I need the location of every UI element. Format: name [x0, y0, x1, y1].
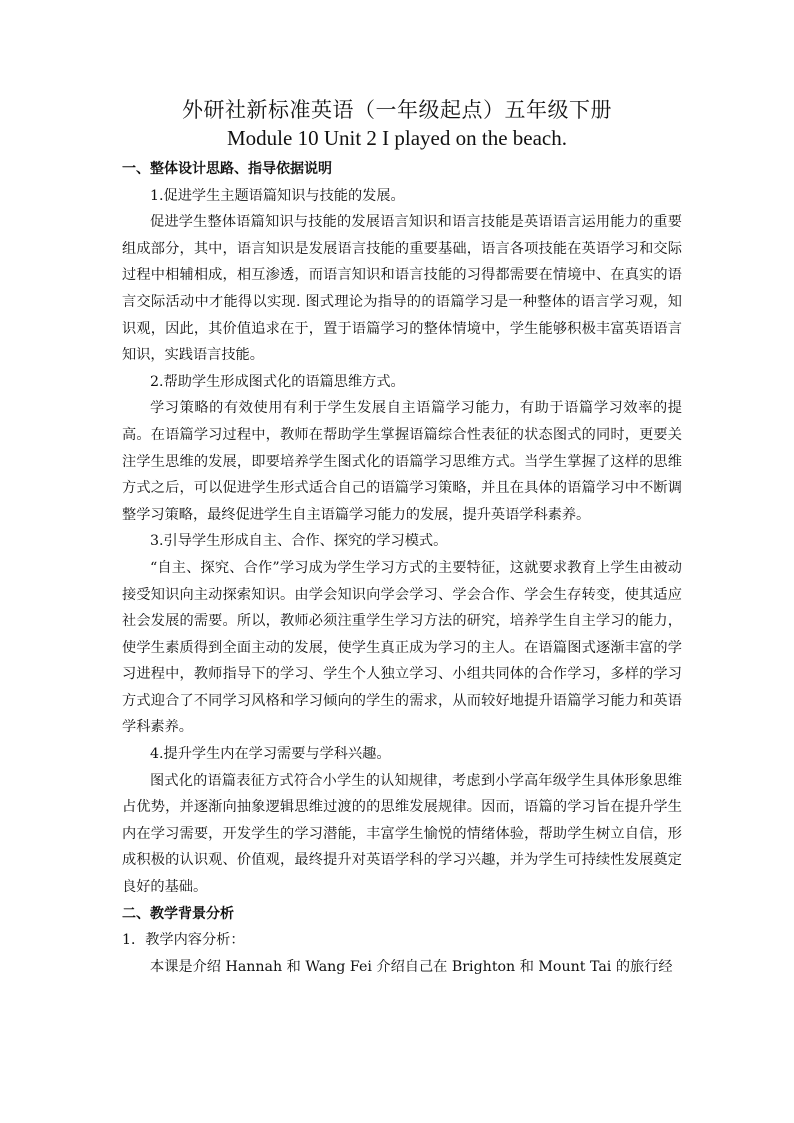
- point-title-4: 4.提升学生内在学习需要与学科兴趣。: [150, 746, 391, 763]
- document-title-english: Module 10 Unit 2 I played on the beach.: [227, 126, 567, 150]
- section-heading-design: 一、整体设计思路、指导依据说明: [122, 161, 332, 177]
- point-paragraph-1: 促进学生整体语篇知识与技能的发展语言知识和语言技能是英语语言运用能力的重要组成部分，其中，语言知识是发展语言技能的重要基础，语言各项技能在英语学习和交际过程中相辅相成，相互渗透，而语言知识和语言技能的习得都需要在情境中、在真实的语言交际活动中才能得以实现. 图式理论为指导的的语篇学习是一种整体的语言学习观，知识观，因此，其价值追求在于，置于语篇学习的整体情境中，学生能够积极丰富英语语言知识，实践语言技能。: [122, 214, 682, 364]
- point-paragraph-4: 图式化的语篇表征方式符合小学生的认知规律，考虑到小学高年级学生具体形象思维占优势，并逐渐向抽象逻辑思维过渡的的思维发展规律。因而，语篇的学习旨在提升学生内在学习需要，开发学生的学习潜能，丰富学生愉悦的情绪体验，帮助学生树立自信，形成积极的认识观、价值观，最终提升对英语学科的学习兴趣，并为学生可持续性发展奠定良好的基础。: [122, 772, 682, 896]
- point-title-3: 3.引导学生形成自主、合作、探究的学习模式。: [150, 533, 448, 550]
- point-paragraph-2: 学习策略的有效使用有利于学生发展自主语篇学习能力，有助于语篇学习效率的提高。在语篇学习过程中，教师在帮助学生掌握语篇综合性表征的状态图式的同时，更要关注学生思维的发展，即要培养学生图式化的语篇学习思维方式。当学生掌握了这样的思维方式之后，可以促进学生形式适合自己的语篇学习策略，并且在具体的语篇学习中不断调整学习策略，最终促进学生自主语篇学习能力的发展，提升英语学科素养。: [122, 400, 682, 523]
- point-title-2: 2.帮助学生形成图式化的语篇思维方式。: [150, 373, 405, 390]
- sub-item-content-analysis: 1．教学内容分析：: [122, 932, 245, 949]
- section-heading-background: 二、教学背景分析: [122, 905, 234, 922]
- content-analysis-paragraph: 本课是介绍 Hannah 和 Wang Fei 介绍自己在 Brighton 和 Mount Tai 的旅行经: [150, 958, 673, 975]
- document-title-chinese: 外研社新标准英语（一年级起点）五年级下册: [182, 98, 612, 122]
- document-body: [122, 156, 682, 980]
- point-title-1: 1.促进学生主题语篇知识与技能的发展。: [150, 187, 405, 204]
- point-paragraph-3: “自主、探究、合作”学习成为学生学习方式的主要特征，这就要求教育上学生由被动接受知识向主动探索知识。由学会知识向学会学习、学会合作、学会生存转变，使其适应社会发展的需要。所以，教师必须注重学生学习方法的研究，培养学生自主学习的能力，使学生素质得到全面主动的发展，使学生真正成为学习的主人。在语篇图式逐渐丰富的学习进程中，教师指导下的学习、学生个人独立学习、小组共同体的合作学习，多样的学习方式迎合了不同学习风格和学习倾向的学生的需求，从而较好地提升语篇学习能力和英语学科素养。: [122, 559, 682, 736]
